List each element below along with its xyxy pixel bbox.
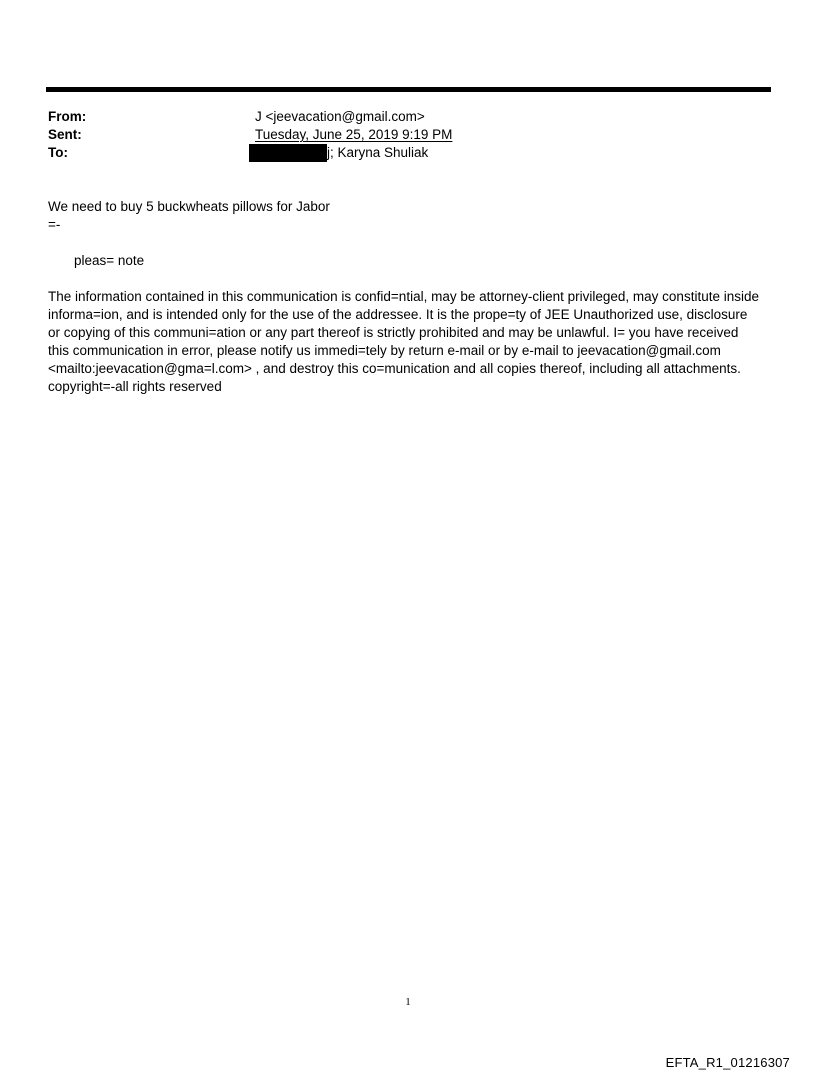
sent-row: [48, 126, 768, 144]
to-value-wrapper: [255, 144, 428, 162]
sent-label: Sent:: [48, 127, 82, 142]
message-line: We need to buy 5 buckwheats pillows for Jabor: [48, 199, 330, 214]
to-label: To:: [48, 145, 68, 160]
message-line: pleas= note: [74, 253, 145, 268]
to-row: [48, 144, 768, 162]
from-label: From:: [48, 109, 87, 124]
redaction-block: [249, 144, 327, 162]
from-value: J <jeevacation@gmail.com>: [255, 109, 425, 124]
message-line: =-: [48, 217, 61, 232]
page-number: 1: [405, 996, 411, 1008]
to-value: j; Karyna Shuliak: [327, 145, 429, 160]
from-row: [48, 108, 768, 126]
email-header: [48, 108, 768, 162]
header-divider: [46, 87, 771, 92]
sent-value: Tuesday, June 25, 2019 9:19 PM: [255, 127, 453, 142]
bates-number: EFTA_R1_01216307: [665, 1055, 790, 1070]
confidentiality-disclaimer: The information contained in this communication is confid=ntial, may be attorney-client privileged, may constitute inside informa=ion, and is intended only for the use of the addressee. It is the prope=ty of JEE Unauthorized use, disclosure or copying of this communi=ation or any part thereof is strictly prohibited and may be unlawful. I= you have received this communication in error, please notify us immedi=tely by return e-mail or by e-mail to jeevacation@gmail.com <mailto:jeevacation@gma=l.com> , and destroy this co=munication and all copies thereof, including all attachments. copyright=-all rights reserved: [48, 289, 759, 394]
